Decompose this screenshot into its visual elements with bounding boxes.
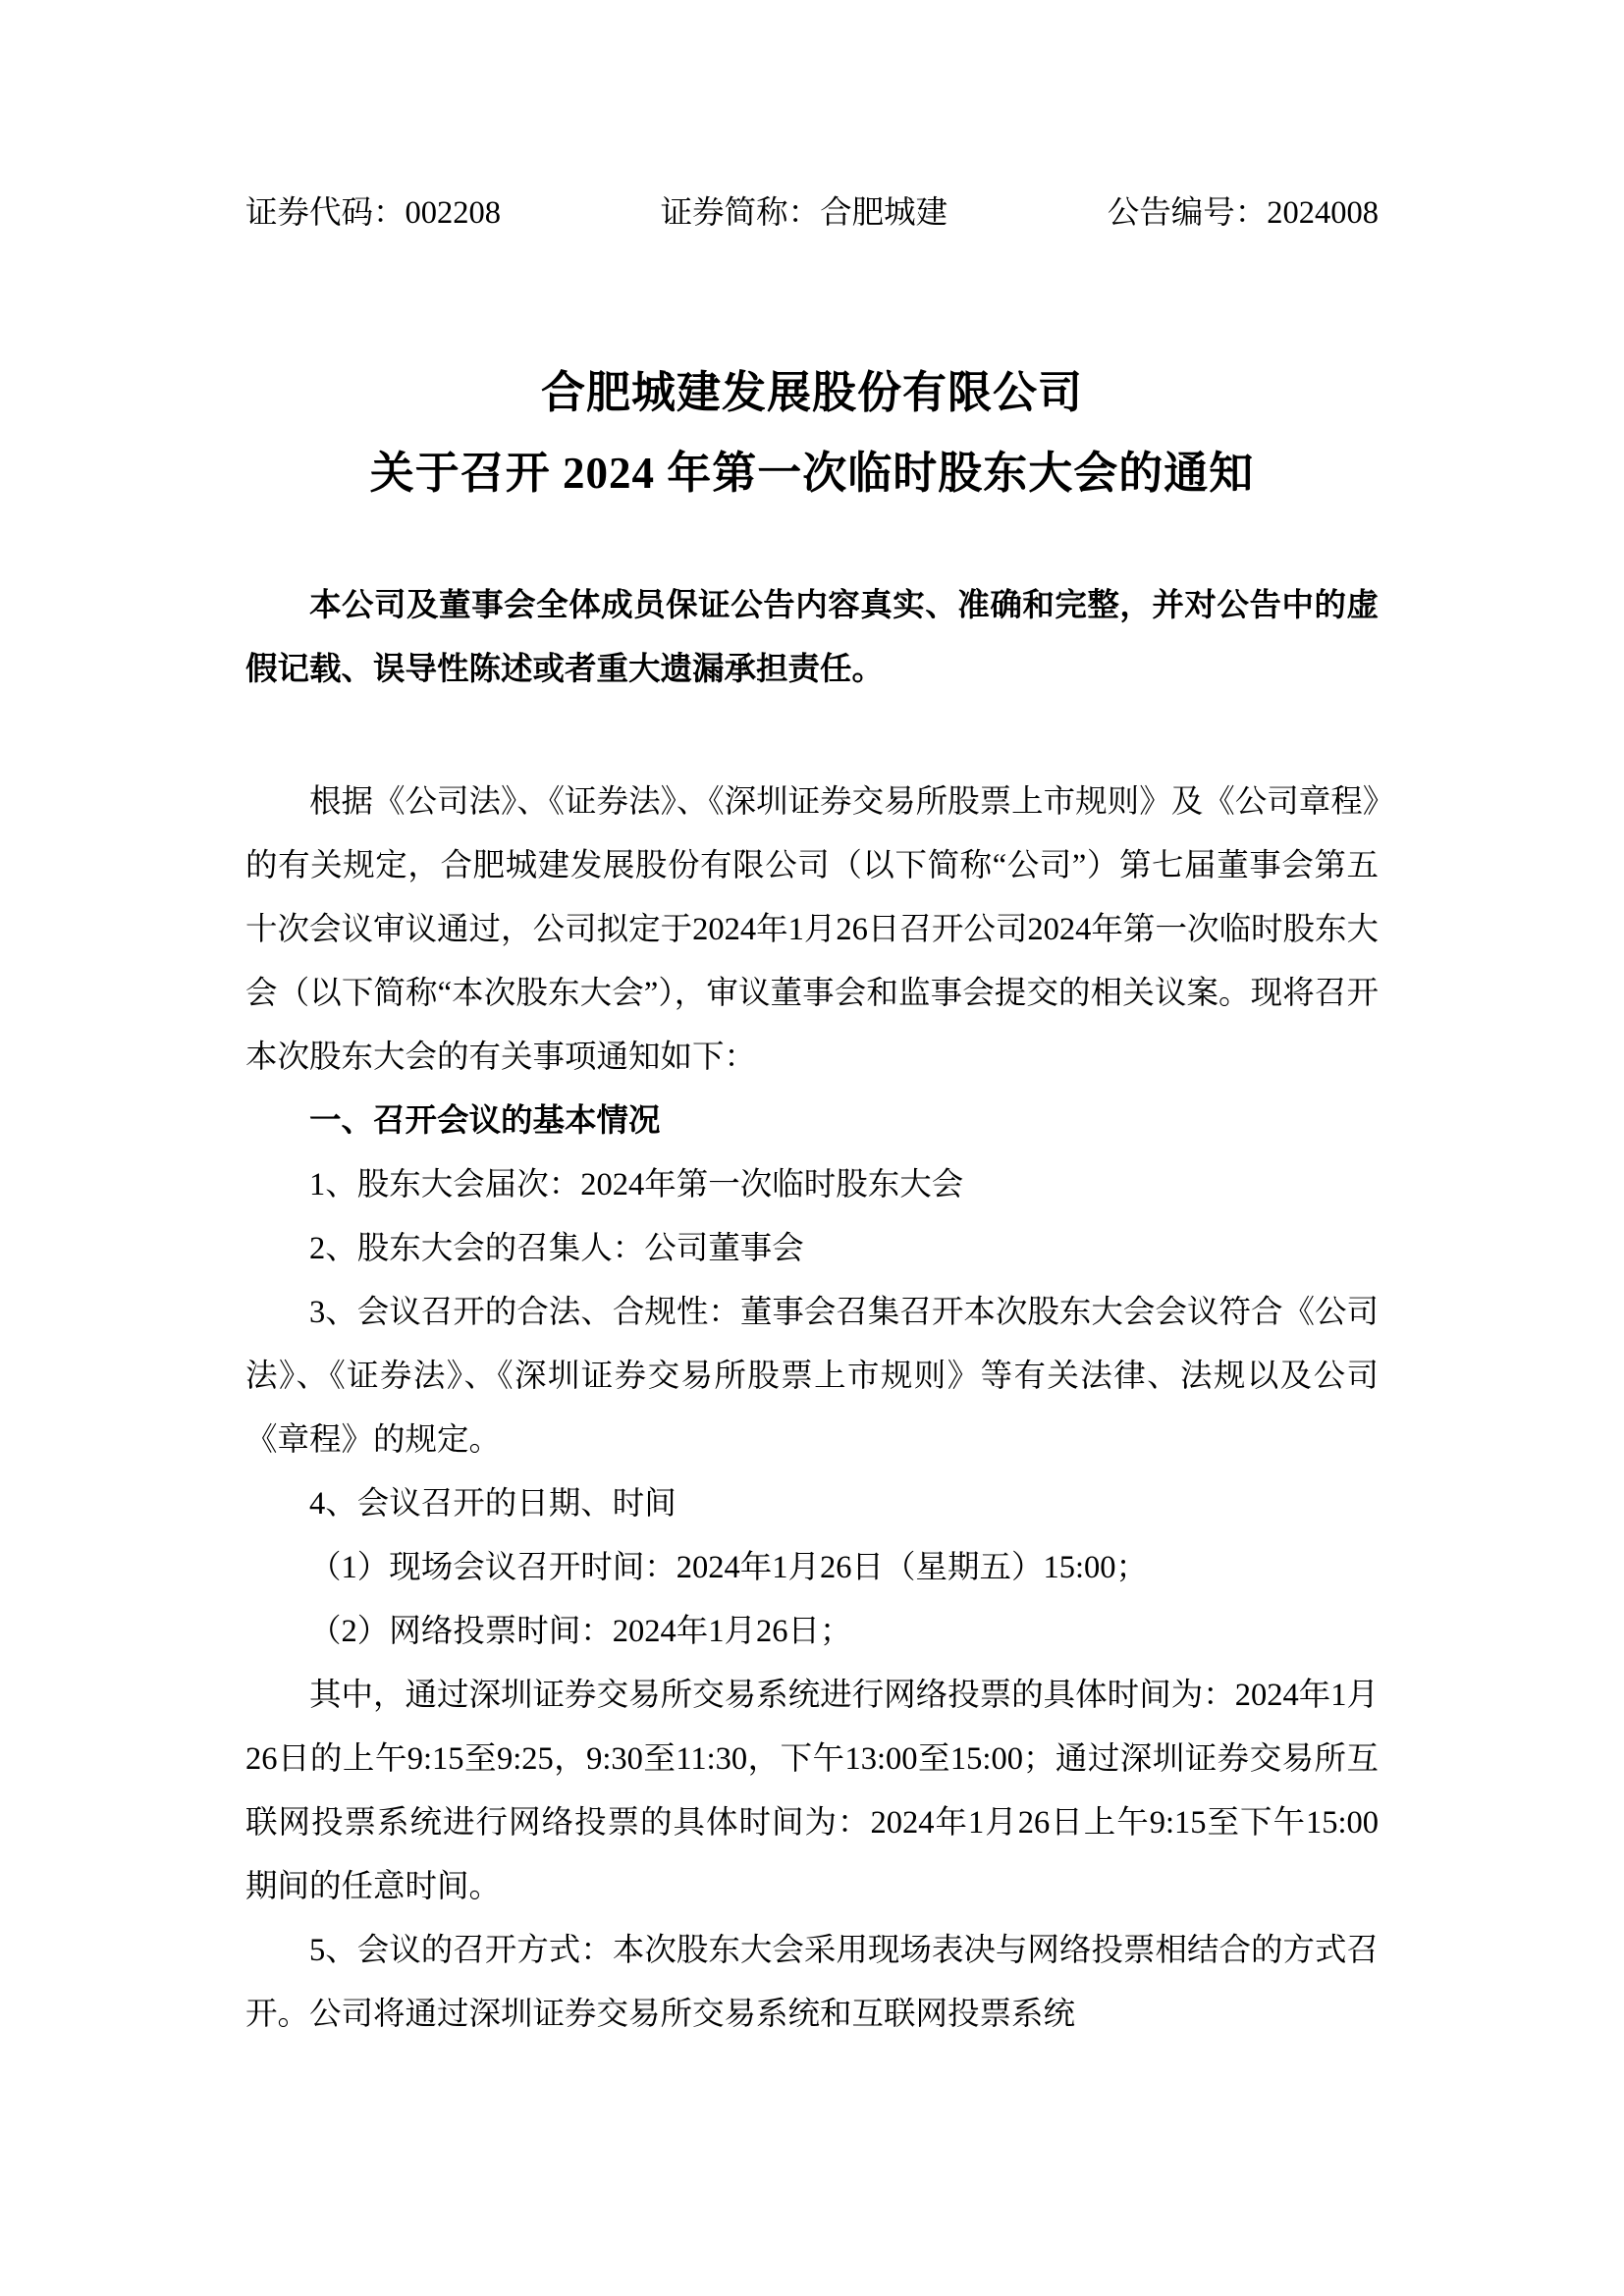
announcement-title: 关于召开 2024 年第一次临时股东大会的通知 (369, 449, 1255, 498)
announcement-number: 公告编号：2024008 (1107, 195, 1379, 231)
item-2-convener: 2、股东大会的召集人：公司董事会 (309, 1231, 804, 1266)
stock-code: 证券代码：002208 (245, 195, 502, 231)
company-title: 合肥城建发展股份有限公司 (540, 368, 1083, 417)
item-4-2-online-voting-time: （2）网络投票时间：2024年1月26日； (309, 1614, 852, 1649)
intro-paragraph: 根据《公司法》、《证券法》、《深圳证券交易所股票上市规则》及《公司章程》的有关规定，合肥城建发展股份有限公司（以下简称“公司”）第七届董事会第五十次会议审议通过，公司拟定于2024年1月26日召开公司2024年第一次临时股东大会（以下简称“本次股东大会”），审议董事会和监事会提交的相关议案。现将召开本次股东大会的有关事项通知如下： (245, 784, 1379, 1075)
item-1-meeting-session: 1、股东大会届次：2024年第一次临时股东大会 (309, 1167, 964, 1202)
item-4-1-onsite-time: （1）现场会议召开时间：2024年1月26日（星期五）15:00； (309, 1550, 1149, 1585)
stock-short-name: 证券简称：合肥城建 (660, 195, 948, 231)
section-1-heading: 一、召开会议的基本情况 (309, 1103, 661, 1139)
item-4-date-time: 4、会议召开的日期、时间 (309, 1486, 677, 1522)
item-4-voting-time-detail: 其中，通过深圳证券交易所交易系统进行网络投票的具体时间为：2024年1月26日的上午9:15至9:25，9:30至11:30，下午13:00至15:00；通过深圳证券交易所互联网投票系统进行网络投票的具体时间为：2024年1月26日上午9:15至下午15:00期间的任意时间。 (245, 1678, 1379, 1904)
board-statement: 本公司及董事会全体成员保证公告内容真实、准确和完整，并对公告中的虚假记载、误导性陈述或者重大遗漏承担责任。 (245, 588, 1379, 687)
item-5-meeting-method: 5、会议的召开方式：本次股东大会采用现场表决与网络投票相结合的方式召开。公司将通过深圳证券交易所交易系统和互联网投票系统 (245, 1933, 1379, 2032)
document-header (245, 182, 1379, 245)
item-3-legality: 3、会议召开的合法、合规性：董事会召集召开本次股东大会会议符合《公司法》、《证券法》、《深圳证券交易所股票上市规则》等有关法律、法规以及公司《章程》的规定。 (245, 1295, 1379, 1458)
